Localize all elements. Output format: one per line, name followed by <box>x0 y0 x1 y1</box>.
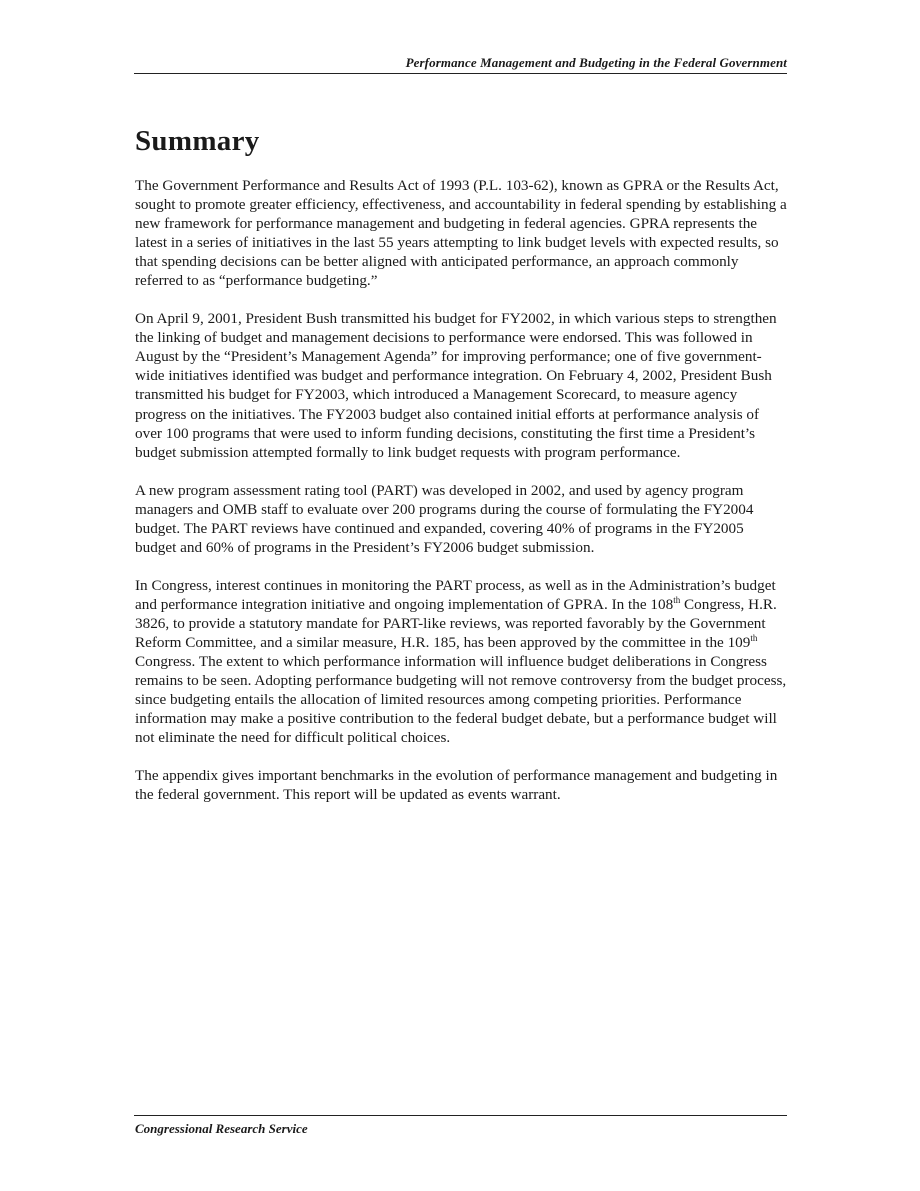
paragraph-fy2002-budget: On April 9, 2001, President Bush transmitted his budget for FY2002, in which various steps to strengthen the linking of budget and management decisions to performance were endorsed. This was followed in August by the “President’s Management Agenda” for improving performance; one of five government-wide initiatives identified was budget and performance integration. On February 4, 2002, President Bush transmitted his budget for FY2003, which introduced a Management Scorecard, to measure agency progress on the initiatives. The FY2003 budget also contained initial efforts at performance analysis of over 100 programs that were used to inform funding decisions, constituting the first time a President’s budget submission attempted formally to link budget requests with program performance. <box>135 310 777 461</box>
page-title: Summary <box>135 125 260 157</box>
paragraph-congress-text-1: In Congress, interest continues in monitoring the PART process, as well as in the Administration’s budget and performance integration initiative and ongoing implementation of GPRA. In the 108 <box>135 576 776 613</box>
paragraph-congress-text-3: Congress. The extent to which performance information will influence budget deliberations in Congress remains to be seen. Adopting performance budgeting will not remove controversy from the budget process, since budgeting entails the allocation of limited resources among competing priorities. Performance information may make a positive contribution to the federal budget debate, but a performance budget will not eliminate the need for difficult political choices. <box>135 653 787 747</box>
paragraph-appendix: The appendix gives important benchmarks in the evolution of performance management and budgeting in the federal government. This report will be updated as events warrant. <box>135 767 778 804</box>
paragraph-congress <box>135 576 787 747</box>
summary-body <box>135 176 787 823</box>
ordinal-suffix: th <box>750 632 758 643</box>
header-rule <box>134 73 787 74</box>
footer-rule <box>134 1115 787 1116</box>
ordinal-suffix: th <box>673 594 681 605</box>
running-header: Performance Management and Budgeting in the Federal Government <box>405 55 787 70</box>
paragraph-part-tool: A new program assessment rating tool (PART) was developed in 2002, and used by agency program managers and OMB staff to evaluate over 200 programs during the course of formulating the FY2004 budget. The PART reviews have continued and expanded, covering 40% of programs in the FY2005 budget and 60% of programs in the President’s FY2006 budget submission. <box>135 481 754 556</box>
paragraph-gpra: The Government Performance and Results Act of 1993 (P.L. 103-62), known as GPRA or the Results Act, sought to promote greater efficiency, effectiveness, and accountability in federal spending by establishing a new framework for performance management and budgeting in federal agencies. GPRA represents the latest in a series of initiatives in the last 55 years attempting to link budget levels with expected results, so that spending decisions can be better aligned with anticipated performance, an approach commonly referred to as “performance budgeting.” <box>135 177 787 290</box>
footer-label: Congressional Research Service <box>135 1121 308 1136</box>
paragraph-congress-text-2: Congress, H.R. 3826, to provide a statutory mandate for PART-like reviews, was reported favorably by the Government Reform Committee, and a similar measure, H.R. 185, has been approved by the committee in the 109 <box>135 595 777 651</box>
